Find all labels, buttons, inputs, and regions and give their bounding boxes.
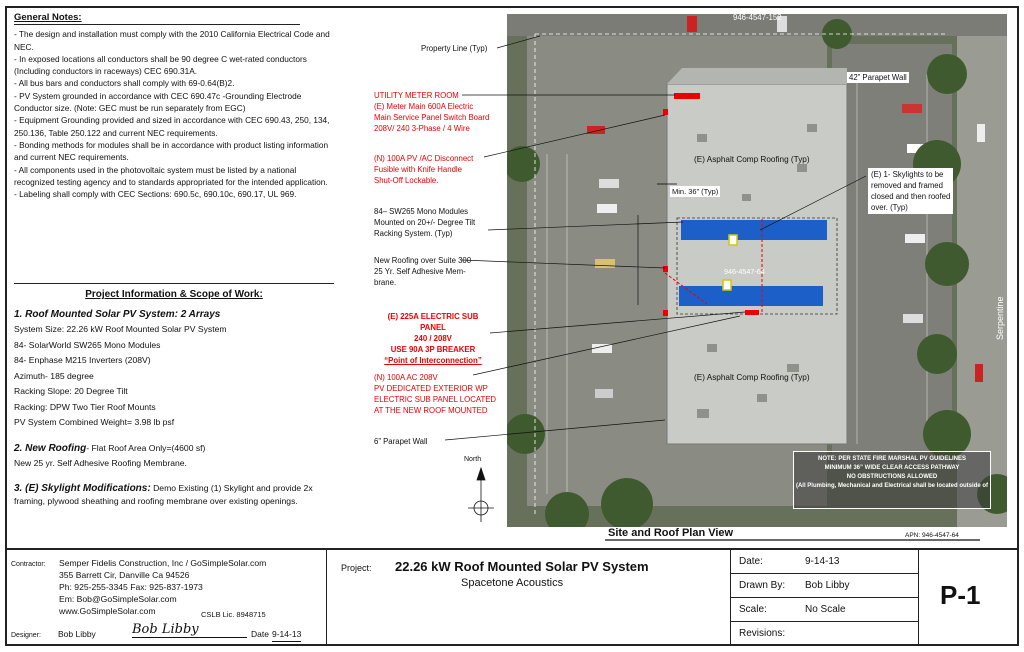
north-arrow	[468, 468, 494, 522]
skylight-callout-line: over. (Typ)	[871, 203, 908, 212]
general-note-item: - All bus bars and conductors shall comply with 69-0.64(B)2.	[14, 78, 235, 89]
ac-panel-callout-line: ELECTRIC SUB PANEL LOCATED	[374, 395, 497, 404]
title-field-value: 9-14-13	[805, 556, 840, 567]
contractor-info	[59, 557, 266, 617]
project-info-title: Project Information & Scope of Work:	[85, 289, 263, 300]
sub-panel-callout-line: (E) 225A ELECTRIC SUB PANEL	[387, 312, 479, 332]
title-field-row	[731, 574, 919, 598]
scope-1-line: Racking Slope: 20 Degree Tilt	[14, 386, 128, 396]
utility-callout-line: UTILITY METER ROOM	[374, 91, 459, 100]
general-note-item: - PV System grounded in accordance with CEC 690.47c -Grounding Electrode Conductor size. (Note: GEC must be run separately from EGC)	[14, 90, 302, 114]
project-cell	[327, 550, 731, 646]
title-field-label: Scale:	[739, 604, 767, 615]
general-note-item: - Bonding methods for modules shall be in accordance with product listing information and current NEC requirements.	[14, 139, 329, 163]
title-field-label: Date:	[739, 556, 763, 567]
general-note-item: - Equipment Grounding provided and sized in accordance with CEC 690.43, 250, 134, 250.136, Table 250.122 and current NEC requirements.	[14, 115, 330, 138]
sub-panel-callout-line: USE 90A 3P BREAKER	[390, 345, 476, 354]
designer-label: Designer:	[11, 632, 41, 639]
general-note-item: - All components used in the photovoltaic system must be listed by a national recognized testing agency and to standards appropriated for the intended application.	[14, 164, 328, 187]
ac-panel-callout-line: PV DEDICATED EXTERIOR WP	[374, 384, 488, 393]
utility-callout-line: 208V/ 240 3-Phase / 4 Wire	[374, 124, 470, 133]
title-field-row	[731, 550, 919, 574]
apn-top-label: 946-4547-152	[733, 13, 782, 22]
title-field-row	[731, 622, 919, 646]
scope-3-text: Demo Existing (1) Skylight and provide 2x framing, plywood sheathing and roofing membrane over existing openings.	[14, 482, 313, 506]
disconnect-callout-line: Shut-Off Lockable.	[374, 176, 439, 185]
ac-panel-callout-line: (N) 100A AC 208V	[374, 373, 438, 382]
view-title: Site and Roof Plan View	[608, 527, 734, 539]
property-line-label: Property Line (Typ)	[421, 44, 488, 53]
title-field-label: Revisions:	[739, 628, 786, 639]
scope-2-title: 2. New Roofing	[14, 442, 87, 454]
scope-2-line: New 25 yr. Self Adhesive Roofing Membrane.	[14, 458, 187, 468]
modules-callout-line: 84– SW265 Mono Modules	[374, 207, 469, 216]
fire-note-line: (All Plumbing, Mechanical and Electrical shall be located outside of	[795, 483, 989, 489]
contractor-line: 355 Barrett Cir, Danville Ca 94526	[59, 570, 190, 580]
contractor-cell	[5, 550, 327, 646]
project-client: Spacetone Acoustics	[461, 577, 564, 589]
contractor-line: Semper Fidelis Construction, Inc / GoSimpleSolar.com	[59, 558, 267, 568]
skylight-callout-line: (E) 1- Skylights to be	[871, 170, 944, 179]
skylight-callout-line: removed and framed	[871, 181, 943, 190]
north-label: North	[464, 456, 482, 463]
scope-1-line: 84- Enphase M215 Inverters (208V)	[14, 355, 151, 365]
scope-1-line: System Size: 22.26 kW Roof Mounted Solar PV System	[14, 324, 227, 334]
license-number: CSLB Lic. 8948715	[201, 610, 266, 619]
disconnect-callout-line: (N) 100A PV /AC Disconnect	[374, 154, 474, 163]
scope-1-line: Racking: DPW Two Tier Roof Mounts	[14, 401, 156, 412]
designer-name: Bob Libby	[58, 629, 96, 639]
scope-2-suffix: - Flat Roof Area Only=(4600 sf)	[86, 442, 206, 453]
utility-callout-line: (E) Meter Main 600A Electric	[374, 102, 474, 111]
modules-callout-line: Mounted on 20+/- Degree Tilt	[374, 218, 476, 227]
apn-label: APN: 946-4547-64	[905, 532, 959, 539]
project-title: 22.26 kW Roof Mounted Solar PV System	[395, 559, 649, 574]
new-roofing-callout-line: New Roofing over Suite 300	[374, 256, 472, 265]
min36-label: Min. 36” (Typ)	[672, 187, 719, 196]
designer-date: 9-14-13	[272, 629, 301, 642]
disconnect-callout-line: Fusible with Knife Handle	[374, 165, 462, 174]
modules-callout-line: Racking System. (Typ)	[374, 229, 453, 238]
project-label: Project:	[341, 563, 372, 573]
apn-roof-label: 946-4547-64	[724, 267, 765, 276]
contractor-line: www.GoSimpleSolar.com	[59, 606, 156, 616]
general-notes-title: General Notes:	[14, 12, 82, 23]
designer-date-label: Date	[251, 629, 269, 639]
fire-note-line: NOTE: PER STATE FIRE MARSHAL PV GUIDELINES	[817, 456, 966, 462]
title-field-value: Bob Libby	[805, 580, 850, 591]
fire-note-line: MINIMUM 36” WIDE CLEAR ACCESS PATHWAY	[824, 465, 960, 471]
scope-1-line: Azimuth- 185 degree	[14, 370, 94, 381]
title-field-row	[731, 598, 919, 622]
parapet42-label: 42” Parapet Wall	[849, 73, 907, 82]
sub-panel-callout-line: 240 / 208V	[414, 334, 452, 343]
new-roofing-callout-line: brane.	[374, 278, 397, 287]
scope-3-title: 3. (E) Skylight Modifications:	[14, 482, 151, 494]
contractor-line: Ph: 925-255-3345 Fax: 925-837-1973	[59, 582, 203, 592]
parapet6-label: 6” Parapet Wall	[374, 437, 428, 446]
scope-1-title: 1. Roof Mounted Solar PV System: 2 Arrays	[14, 308, 221, 320]
utility-callout-line: Main Service Panel Switch Board	[374, 113, 490, 122]
asphalt-top-label: (E) Asphalt Comp Roofing (Typ)	[694, 155, 810, 164]
sub-panel-callout-line: “Point of Interconnection”	[384, 356, 482, 365]
contractor-label: Contractor:	[11, 561, 46, 568]
scope-1-line: PV System Combined Weight= 3.98 lb psf	[14, 417, 175, 427]
fields-cell	[731, 550, 919, 646]
asphalt-bottom-label: (E) Asphalt Comp Roofing (Typ)	[694, 373, 810, 382]
serpentine-lane-label: Serpentine Lane	[995, 296, 1016, 340]
general-note-item: - The design and installation must comply with the 2010 California Electrical Code and NEC.	[14, 29, 330, 52]
general-note-item: - Labeling shall comply with CEC Sections: 690.5c, 690.10c, 690.17, UL 969.	[14, 189, 297, 200]
ac-panel-callout-line: AT THE NEW ROOF MOUNTED	[374, 406, 488, 415]
scope-1-line: 84- SolarWorld SW265 Mono Modules	[14, 339, 161, 350]
fire-note-line: NO OBSTRUCTIONS ALLOWED	[846, 474, 938, 480]
sheet-number: P-1	[940, 580, 981, 610]
general-note-item: - In exposed locations all conductors shall be 90 degree C wet-rated conductors (Including conductors in raceways) CEC 690.31A.	[14, 53, 307, 77]
new-roofing-callout-line: 25 Yr. Self Adhesive Mem-	[374, 267, 466, 276]
skylight-callout-line: closed and then roofed	[871, 192, 951, 201]
title-block	[5, 548, 1019, 646]
designer-signature: Bob Libby	[132, 622, 247, 638]
title-field-value: No Scale	[805, 604, 846, 615]
title-field-label: Drawn By:	[739, 580, 786, 591]
contractor-line: Em: Bob@GoSimpleSolar.com	[59, 594, 177, 604]
